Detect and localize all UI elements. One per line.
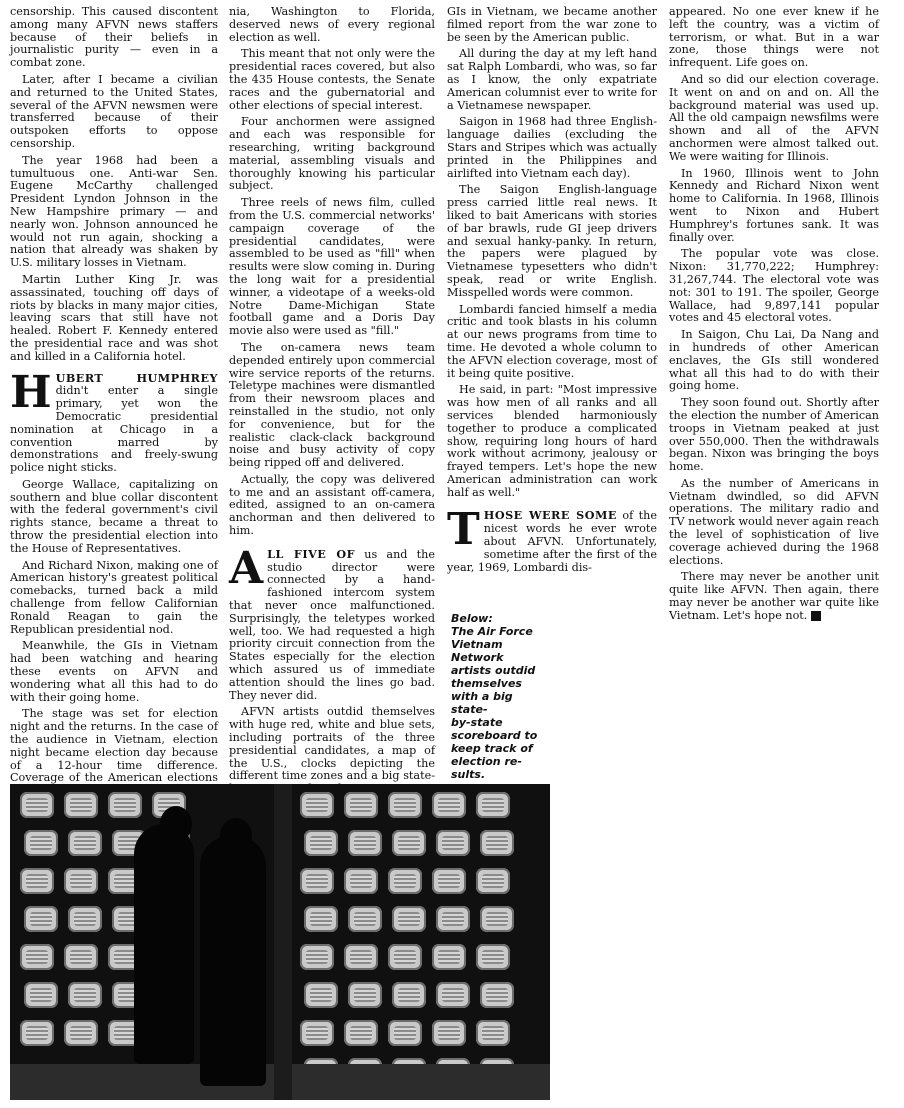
- tv-monitor: [388, 1020, 422, 1046]
- tv-monitor: [476, 1020, 510, 1046]
- drop-cap-paragraph: [229, 542, 435, 703]
- paragraph: In Saigon, Chu Lai, Da Nang and in hundreds of other American enclaves, the GIs still wondered what all this had to do with their going home.: [669, 328, 879, 393]
- caption-line: artists outdid: [451, 664, 536, 677]
- paragraph: Later, after I became a civilian and returned to the United States, several of the AFVN newsmen were transferred because of their outspoken efforts to oppose censorship.: [10, 72, 218, 150]
- person-silhouette: [160, 806, 192, 842]
- tv-monitor: [24, 982, 58, 1008]
- tv-monitor: [476, 792, 510, 818]
- paragraph: As the number of Americans in Vietnam dwindled, so did AFVN operations. The military radio and TV network would never again reach the level of sophistication of live coverage achieved during the 1968 elections.: [669, 476, 879, 567]
- tv-monitor: [436, 830, 470, 856]
- tv-monitor: [300, 792, 334, 818]
- caption-line: sults.: [451, 768, 486, 781]
- person-silhouette: [220, 818, 252, 854]
- tv-monitor: [344, 1020, 378, 1046]
- photo-caption: [451, 612, 551, 781]
- paragraph: censorship. This caused discontent among many AFVN news staffers because of their beliefs in journalistic purity — even in a combat zone.: [10, 5, 218, 70]
- tv-monitor: [68, 982, 102, 1008]
- tv-monitor: [304, 906, 338, 932]
- paragraph: George Wallace, capitalizing on southern and blue collar discontent with the federal government's civil rights stance, became a threat to throw the presidential election into the House of Representatives.: [10, 477, 218, 555]
- tv-monitor: [20, 868, 54, 894]
- tv-monitor: [68, 906, 102, 932]
- paragraph: nia, Washington to Florida, deserved news of every regional election as well.: [229, 5, 435, 44]
- final-paragraph-text: There may never be another unit quite like AFVN. Then again, there may never be another war quite like Vietnam. Let's hope not.: [669, 570, 879, 622]
- paragraph: And Richard Nixon, making one of American history's greatest political comebacks, turned back a mild challenge from fellow Californian Ronald Reagan to gain the Republican presidential nod.: [10, 558, 218, 636]
- tv-monitor: [348, 906, 382, 932]
- paragraph: Four anchormen were assigned and each was responsible for researching, writing background material, assembling visuals and thoroughly knowing his particular subject.: [229, 115, 435, 193]
- person-silhouette: [200, 836, 266, 1086]
- drop-text: didn't enter a single primary, yet won the Democratic presidential nomination at Chicago in a convention marred by demonstrations and freely-swung police night sticks.: [10, 384, 218, 475]
- tv-monitor: [20, 792, 54, 818]
- lead-caps: HOSE WERE SOME: [483, 508, 617, 523]
- drop-cap-paragraph: [10, 366, 218, 475]
- caption-line: scoreboard to: [451, 729, 538, 742]
- tv-monitor: [300, 944, 334, 970]
- paragraph: Lombardi fancied himself a media critic and took blasts in his column at our news programs from time to time. He devoted a whole column to the AFVN election coverage, most of it being quite positive.: [447, 302, 657, 380]
- tv-monitor: [476, 868, 510, 894]
- tv-monitor: [388, 868, 422, 894]
- paragraph: Martin Luther King Jr. was assassinated, touching off days of riots by blacks in many major cities, leaving scars that still have not healed. Robert F. Kennedy entered the presidential race and was shot and killed in a California hotel.: [10, 272, 218, 363]
- tv-monitor: [436, 982, 470, 1008]
- paragraph: Actually, the copy was delivered to me and an assistant off-camera, edited, assigned to an on-camera anchorman and then delivered to him.: [229, 472, 435, 538]
- tv-monitor: [24, 906, 58, 932]
- end-mark-icon: M: [811, 611, 821, 621]
- tv-monitor: [432, 868, 466, 894]
- paragraph: The popular vote was close. Nixon: 31,770,222; Humphrey: 31,267,744. The electoral vote was not: 301 to 191. The spoiler, George Wallace, had 9,897,141 popular votes and 45 electoral votes.: [669, 247, 879, 325]
- person-silhouette: [134, 824, 194, 1064]
- column-3: [447, 6, 657, 578]
- drop-cap: H: [10, 366, 52, 418]
- paragraph: appeared. No one ever knew if he left the country, was a victim of terrorism, or what. But in a war zone, those things were not infrequent. Life goes on.: [669, 5, 879, 70]
- paragraph: The year 1968 had been a tumultuous one. Anti-war Sen. Eugene McCarthy challenged President Lyndon Johnson in the New Hampshire primary — and nearly won. Johnson announced he would not run again, shocking a nation that already was shaken by U.S. military losses in Vietnam.: [10, 153, 218, 270]
- caption-line: with a big state-: [451, 690, 513, 716]
- column-1: [10, 6, 218, 908]
- drop-cap-paragraph: [447, 504, 657, 574]
- caption-line: Network: [451, 651, 504, 664]
- caption-line: themselves: [451, 677, 522, 690]
- tv-monitor: [20, 944, 54, 970]
- scoreboard-photo: [10, 784, 550, 1100]
- tv-monitor: [68, 830, 102, 856]
- tv-monitor: [344, 792, 378, 818]
- paragraph: Three reels of news film, culled from the U.S. commercial networks' campaign coverage of the presidential candidates, were assembled to be used as "fill" when results were slow coming in. During the long wait for a presidential winner, a videotape of a weeks-old Notre Dame-Michigan State football game and a Doris Day movie also were used as "fill.": [229, 196, 435, 338]
- tv-monitor: [24, 830, 58, 856]
- tv-monitor: [476, 944, 510, 970]
- tv-monitor: [388, 792, 422, 818]
- tv-monitor: [304, 830, 338, 856]
- tv-monitor: [432, 944, 466, 970]
- tv-monitor: [108, 792, 142, 818]
- paragraph: GIs in Vietnam, we became another filmed report from the war zone to be seen by the American public.: [447, 5, 657, 44]
- caption-line: election re-: [451, 755, 522, 768]
- paragraph: AFVN artists outdid themselves with huge red, white and blue sets, including portraits of the three presidential candidates, a map of the U.S., clocks depicting the different time zones and a big state-: [229, 705, 435, 783]
- tv-monitor: [344, 868, 378, 894]
- drop-text: us and the studio director were connected by a hand-fashioned intercom system that never once malfunctioned. Surprisingly, the teletypes worked well, too. We had requested a high priority circuit connection from the States especially for the election which assured us of immediate attention should the lines go bad. They never did.: [229, 547, 435, 702]
- col1-block: [10, 6, 218, 364]
- paragraph: The Saigon English-language press carried little real news. It liked to bait Americans with stories of bar brawls, rude GI jeep drivers and sexual hanky-panky. In return, the papers were plagued by Vietnamese typesetters who didn't speak, read or write English. Misspelled words were common.: [447, 183, 657, 299]
- paragraph: This meant that not only were the presidential races covered, but also the 435 House contests, the Senate races and the gubernatorial and other elections of special interest.: [229, 47, 435, 112]
- caption-line: by-state: [451, 716, 503, 729]
- tv-monitor: [432, 1020, 466, 1046]
- tv-monitor: [432, 792, 466, 818]
- drop-text: of the nicest words he ever wrote about AFVN. Unfortunately, sometime after the first of the year, 1969, Lombardi dis-: [447, 509, 657, 574]
- tv-monitor: [348, 982, 382, 1008]
- paragraph: All during the day at my left hand sat Ralph Lombardi, who was, so far as I know, the only expatriate American columnist ever to write for a Vietnamese newspaper.: [447, 47, 657, 112]
- paragraph: The stage was set for election night and the returns. In the case of the audience in Vietnam, election night became election day because of a 12-hour time difference. Coverage of the American elections: [10, 707, 218, 785]
- tv-monitor: [64, 868, 98, 894]
- paragraph: He said, in part: "Most impressive was how men of all ranks and all services blended harmoniously together to produce a complicated show, requiring long hours of hard work without acrimony, jealousy or frayed tempers. Let's hope the new American administration can work half as well.": [447, 383, 657, 499]
- tv-monitor: [348, 830, 382, 856]
- tv-monitor: [392, 982, 426, 1008]
- paragraph: Saigon in 1968 had three English-language dailies (excluding the Stars and Stripes which was actually printed in the Philippines and airlifted into Vietnam each day).: [447, 115, 657, 180]
- lead-caps: UBERT HUMPHREY: [55, 370, 218, 385]
- paragraph: The on-camera news team depended entirely upon commercial wire service reports of the returns. Teletype machines were dismantled from their newsroom places and reinstalled in the studio, not only for convenience, but for the realistic clack-clack background noise and busy activity of copy being ripped off and delivered.: [229, 340, 435, 470]
- column-4: [669, 6, 879, 627]
- caption-line: Vietnam: [451, 638, 503, 651]
- tv-monitor: [392, 906, 426, 932]
- tv-monitor: [436, 906, 470, 932]
- tv-monitor: [392, 830, 426, 856]
- tv-monitor: [480, 906, 514, 932]
- lead-caps: LL FIVE OF: [267, 546, 356, 561]
- drop-cap: T: [447, 504, 480, 556]
- caption-line: Below:: [451, 612, 493, 625]
- panel-divider: [274, 784, 292, 1100]
- tv-monitor: [300, 868, 334, 894]
- tv-monitor: [344, 944, 378, 970]
- tv-monitor: [20, 1020, 54, 1046]
- tv-monitor: [64, 792, 98, 818]
- paragraph: Meanwhile, the GIs in Vietnam had been watching and hearing these events on AFVN and wondering what all this had to do with their going home.: [10, 639, 218, 704]
- tv-monitor: [64, 1020, 98, 1046]
- caption-line: The Air Force: [451, 625, 533, 638]
- paragraph: In 1960, Illinois went to John Kennedy and Richard Nixon went home to California. In 1968, Illinois went to Nixon and Hubert Humphrey's fortunes sank. It was finally over.: [669, 166, 879, 244]
- tv-monitor: [64, 944, 98, 970]
- tv-monitor: [300, 1020, 334, 1046]
- caption-line: keep track of: [451, 742, 533, 755]
- drop-cap: A: [229, 542, 264, 594]
- tv-monitor: [388, 944, 422, 970]
- tv-monitor: [480, 830, 514, 856]
- paragraph: [669, 571, 879, 622]
- tv-monitor: [480, 982, 514, 1008]
- paragraph: They soon found out. Shortly after the election the number of American troops in Vietnam peaked at just over 550,000. Then the withdrawals began. Nixon was bringing the boys home.: [669, 396, 879, 474]
- paragraph: And so did our election coverage. It went on and on and on. All the background material was used up. All the old campaign newsfilms were shown and all of the AFVN anchormen were almost talked out. We were waiting for Illinois.: [669, 72, 879, 163]
- tv-monitor: [304, 982, 338, 1008]
